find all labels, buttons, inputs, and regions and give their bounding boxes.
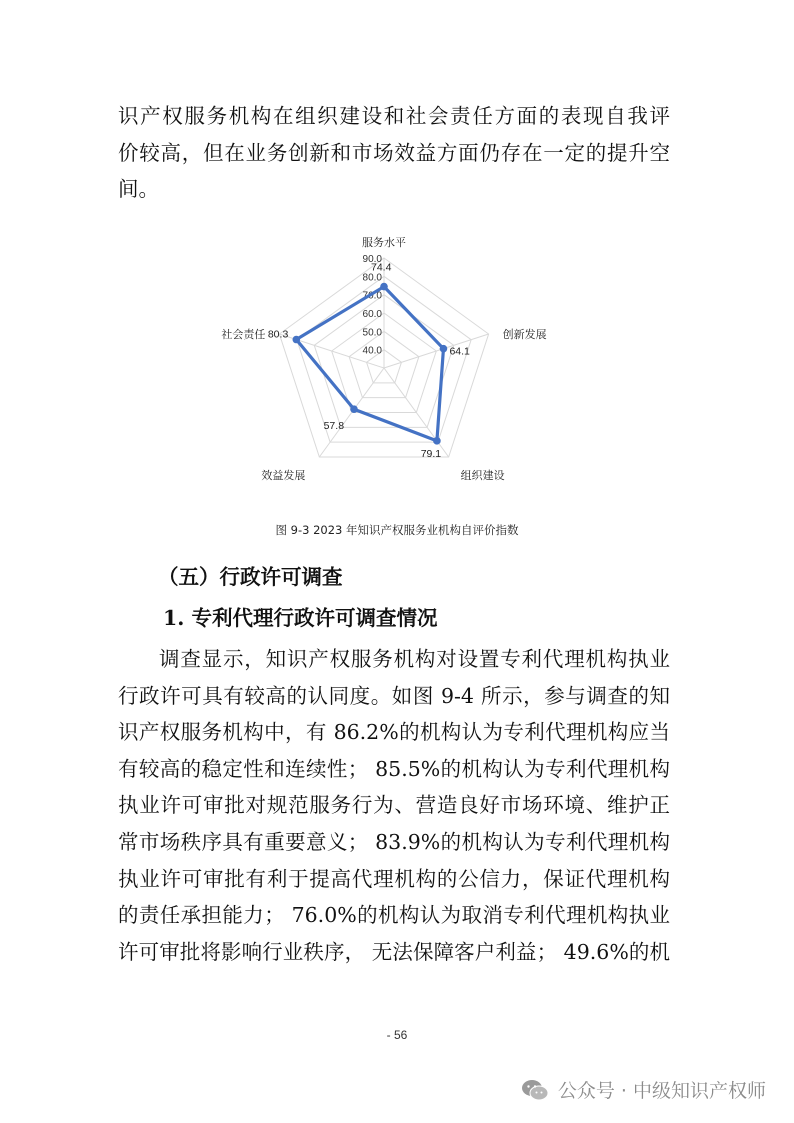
body-line-8: 的责任承担能力； 76.0%的机构认为取消专利代理机构执业 bbox=[118, 903, 670, 928]
axis-label: 社会责任 bbox=[221, 328, 266, 342]
data-point bbox=[292, 336, 300, 344]
intro-line-3: 间。 bbox=[118, 177, 159, 202]
data-point bbox=[350, 405, 358, 413]
body-line-6: 常市场秩序具有重要意义； 83.9%的机构认为专利代理机构 bbox=[118, 829, 670, 854]
chart-caption: 图 9-3 2023 年知识产权服务业机构自评价指数 bbox=[275, 523, 519, 537]
watermark-text: 公众号 · 中级知识产权师 bbox=[557, 1080, 766, 1102]
data-label: 57.8 bbox=[323, 420, 345, 433]
data-point bbox=[433, 437, 441, 445]
body-line-5: 执业许可审批对规范服务行为、营造良好市场环境、维护正 bbox=[118, 793, 670, 818]
axis-label: 效益发展 bbox=[261, 468, 306, 482]
data-point bbox=[380, 283, 388, 291]
tick-label: 90.0 bbox=[362, 254, 382, 265]
tick-label: 40.0 bbox=[362, 345, 382, 357]
wechat-icon bbox=[520, 1078, 550, 1102]
data-label: 79.1 bbox=[420, 447, 442, 460]
body-line-7: 执业许可审批有利于提高代理机构的公信力，保证代理机构 bbox=[118, 866, 670, 891]
subsection-heading: 1. 专利代理行政许可调查情况 bbox=[163, 606, 438, 630]
intro-paragraph bbox=[118, 98, 670, 208]
intro-line-1: 识产权服务机构在组织建设和社会责任方面的表现自我评 bbox=[118, 104, 670, 128]
data-label: 74.4 bbox=[371, 261, 392, 274]
data-point bbox=[440, 345, 448, 353]
body-line-9: 许可审批将影响行业秩序， 无法保障客户利益； 49.6%的机 bbox=[118, 939, 670, 964]
data-label: 80.3 bbox=[267, 328, 289, 341]
page-number: - 56 bbox=[386, 1028, 408, 1042]
section-heading: （五）行政许可调查 bbox=[158, 565, 343, 589]
body-paragraph bbox=[118, 641, 670, 970]
watermark bbox=[520, 1076, 766, 1103]
tick-label: 70.0 bbox=[362, 290, 382, 302]
axis-label: 创新发展 bbox=[502, 328, 547, 342]
body-line-2: 行政许可具有较高的认同度。如图 9-4 所示，参与调查的知 bbox=[118, 683, 670, 708]
body-line-1: 调查显示，知识产权服务机构对设置专利代理机构执业 bbox=[159, 647, 670, 671]
data-label: 64.1 bbox=[449, 345, 470, 358]
body-line-4: 有较高的稳定性和连续性； 85.5%的机构认为专利代理机构 bbox=[118, 756, 670, 781]
tick-label: 80.0 bbox=[362, 272, 382, 284]
intro-line-2: 价较高，但在业务创新和市场效益方面仍存在一定的提升空 bbox=[118, 140, 670, 165]
tick-label: 50.0 bbox=[362, 327, 382, 339]
body-line-3: 识产权服务机构中，有 86.2%的机构认为专利代理机构应当 bbox=[118, 720, 670, 745]
axis-label: 服务水平 bbox=[362, 236, 406, 249]
tick-label: 60.0 bbox=[362, 309, 382, 320]
radar-chart bbox=[200, 228, 600, 488]
axis-label: 组织建设 bbox=[460, 468, 505, 482]
